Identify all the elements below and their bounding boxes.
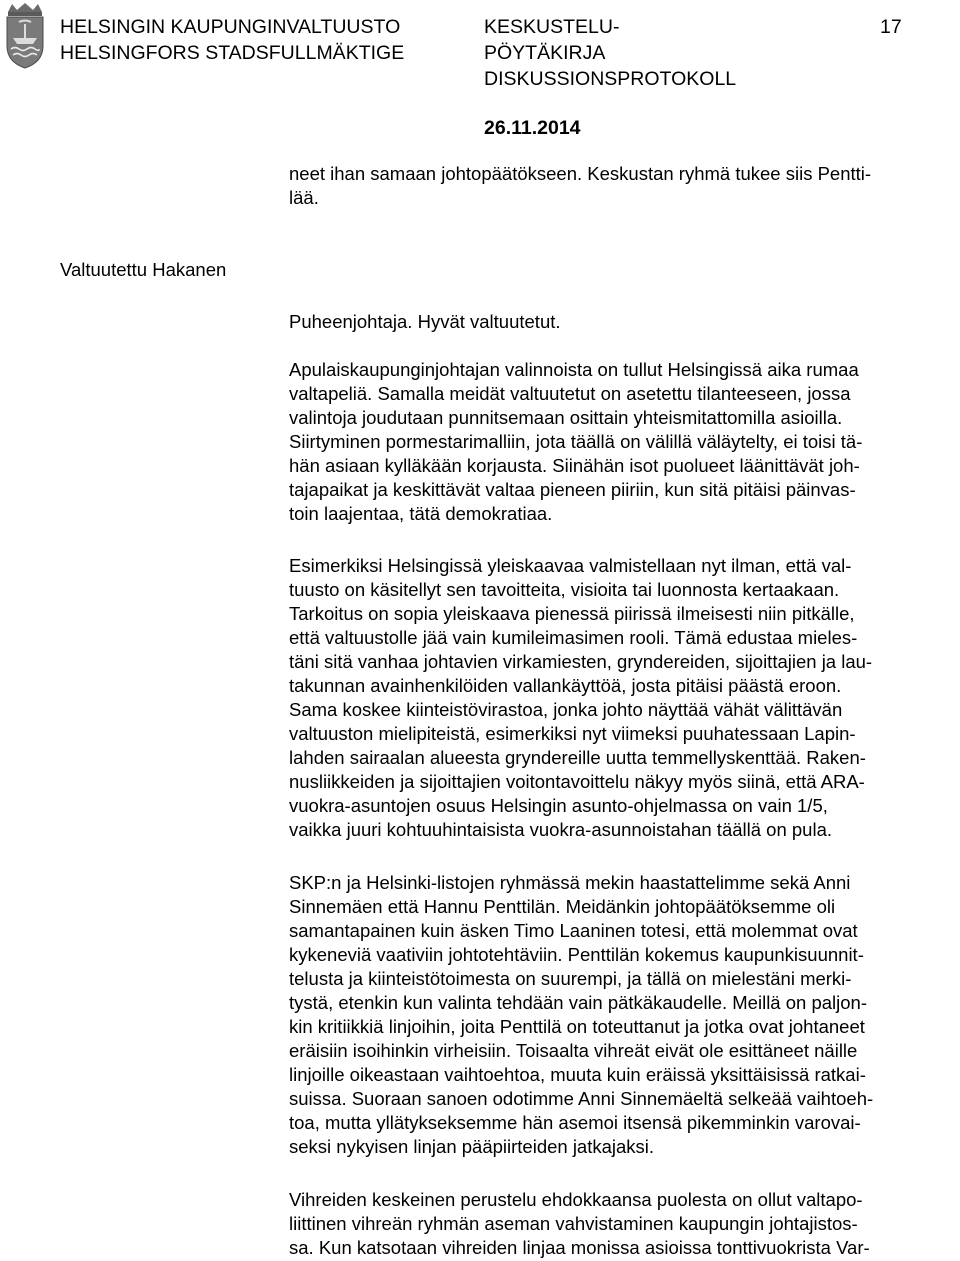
text-line: neet ihan samaan johtopäätökseen. Keskustan ryhmä tukee siis Pentti- [289, 163, 872, 184]
text-line: nusliikkeiden ja sijoittajien voitontavoittelu näkyy myös siinä, että ARA- [289, 771, 865, 792]
text-line: kin kritiikkiä linjoihin, joita Penttilä on toteuttanut ja jotka ovat johtaneet [289, 1016, 865, 1037]
continuation-paragraph [289, 162, 951, 210]
text-line: toa, mutta yllätykseksemme hän asemoi itsensä pikemminkin varovai- [289, 1112, 861, 1133]
text-line: takunnan avainhenkilöiden vallankäyttöä, josta pitäisi päästä eroon. [289, 675, 842, 696]
text-line: liittinen vihreän ryhmän aseman vahvistaminen kaupungin johtajistos- [289, 1213, 858, 1234]
text-line: valtapeliä. Samalla meidät valtuutetut on asetettu tilanteeseen, jossa [289, 383, 851, 404]
text-line: valtuuston mielipiteistä, esimerkiksi nyt viimeksi puuhatessaan Lapin- [289, 723, 856, 744]
document-type-line-3: DISKUSSIONSPROTOKOLL [484, 68, 737, 90]
text-line: Puheenjohtaja. Hyvät valtuutetut. [289, 311, 561, 332]
text-line: tuusto on käsitellyt sen tavoitteita, visioita tai luonnosta kertaakaan. [289, 579, 840, 600]
page-number: 17 [880, 16, 902, 38]
text-line: Esimerkiksi Helsingissä yleiskaavaa valmistellaan nyt ilman, että val- [289, 555, 852, 576]
text-line: toin laajentaa, tätä demokratiaa. [289, 503, 553, 524]
document-type [484, 14, 736, 92]
text-line: tystä, etenkin kun valinta tehdään vain pätkäkaudelle. Meillä on paljon- [289, 992, 867, 1013]
speech-paragraph-3 [289, 554, 951, 842]
text-line: telusta ja kiinteistötoimesta on suurempi, ja tällä on mielestäni merki- [289, 968, 852, 989]
speech-paragraph-1 [289, 310, 951, 334]
speaker-name: Valtuutettu Hakanen [60, 259, 227, 280]
document-type-line-1: KESKUSTELU- [484, 16, 620, 38]
text-line: tajapaikat ja keskittävät valtaa pieneen piiriin, kun sitä pitäisi päinvas- [289, 479, 856, 500]
text-line: Vihreiden keskeinen perustelu ehdokkaansa puolesta on ollut valtapo- [289, 1189, 863, 1210]
organization-name-sv: HELSINGFORS STADSFULLMÄKTIGE [60, 42, 405, 64]
text-line: linjoille oikeastaan vaihtoehtoa, muuta kuin eräissä yksittäisissä ratkai- [289, 1064, 866, 1085]
text-line: suissa. Suoraan sanoen odotimme Anni Sinnemäeltä selkeää vaihtoeh- [289, 1088, 874, 1109]
text-line: Apulaiskaupunginjohtajan valinnoista on tullut Helsingissä aika rumaa [289, 359, 859, 380]
text-line: valintoja joudutaan punnitsemaan osittain yhteismitattomilla asioilla. [289, 407, 843, 428]
text-line: seksi nykyisen linjan pääpiirteiden jatkajaksi. [289, 1136, 655, 1157]
text-line: kykeneviä vaativiin johtotehtäviin. Penttilän kokemus kaupunkisuunnit- [289, 944, 864, 965]
text-line: että valtuustolle jää vain kumileimasimen rooli. Tämä edustaa mieles- [289, 627, 858, 648]
text-line: SKP:n ja Helsinki-listojen ryhmässä mekin haastattelimme sekä Anni [289, 872, 851, 893]
text-line: vuokra-asuntojen osuus Helsingin asunto-ohjelmassa on vain 1/5, [289, 795, 828, 816]
text-line: lahden sairaalan alueesta gryndereille uutta temmellyskenttää. Raken- [289, 747, 866, 768]
text-line: Sinnemäen että Hannu Penttilän. Meidänkin johtopäätöksemme oli [289, 896, 836, 917]
text-line: samantapainen kuin äsken Timo Laaninen totesi, että molemmat ovat [289, 920, 858, 941]
meeting-date: 26.11.2014 [484, 117, 581, 139]
text-line: vaikka juuri kohtuuhintaisista vuokra-asunnoistahan täällä on pula. [289, 819, 833, 840]
organization-name [60, 14, 404, 66]
organization-name-fi: HELSINGIN KAUPUNGINVALTUUSTO [60, 16, 401, 38]
speech-paragraph-4 [289, 871, 951, 1159]
text-line: sa. Kun katsotaan vihreiden linjaa monissa asioissa tonttivuokrista Var- [289, 1237, 870, 1258]
text-line: eräisiin isoihinkin virheisiin. Toisaalta vihreät eivät ole esittäneet näille [289, 1040, 858, 1061]
text-line: lää. [289, 187, 319, 208]
text-line: Siirtyminen pormestarimalliin, jota täällä on välillä väläytelty, ei toisi tä- [289, 431, 863, 452]
document-type-line-2: PÖYTÄKIRJA [484, 42, 606, 64]
text-line: täni sitä vanhaa johtavien virkamiesten, gryndereiden, sijoittajien ja lau- [289, 651, 873, 672]
helsinki-coat-of-arms-logo [2, 2, 48, 70]
text-line: Tarkoitus on sopia yleiskaava pienessä piirissä ilmeisesti niin pitkälle, [289, 603, 855, 624]
text-line: Sama koskee kiinteistövirastoa, jonka johto näyttää vähät välittävän [289, 699, 843, 720]
speech-paragraph-2 [289, 358, 951, 526]
speech-paragraph-5 [289, 1188, 951, 1260]
text-line: hän asiaan kylläkään korjausta. Siinähän isot puolueet läänittävät joh- [289, 455, 860, 476]
